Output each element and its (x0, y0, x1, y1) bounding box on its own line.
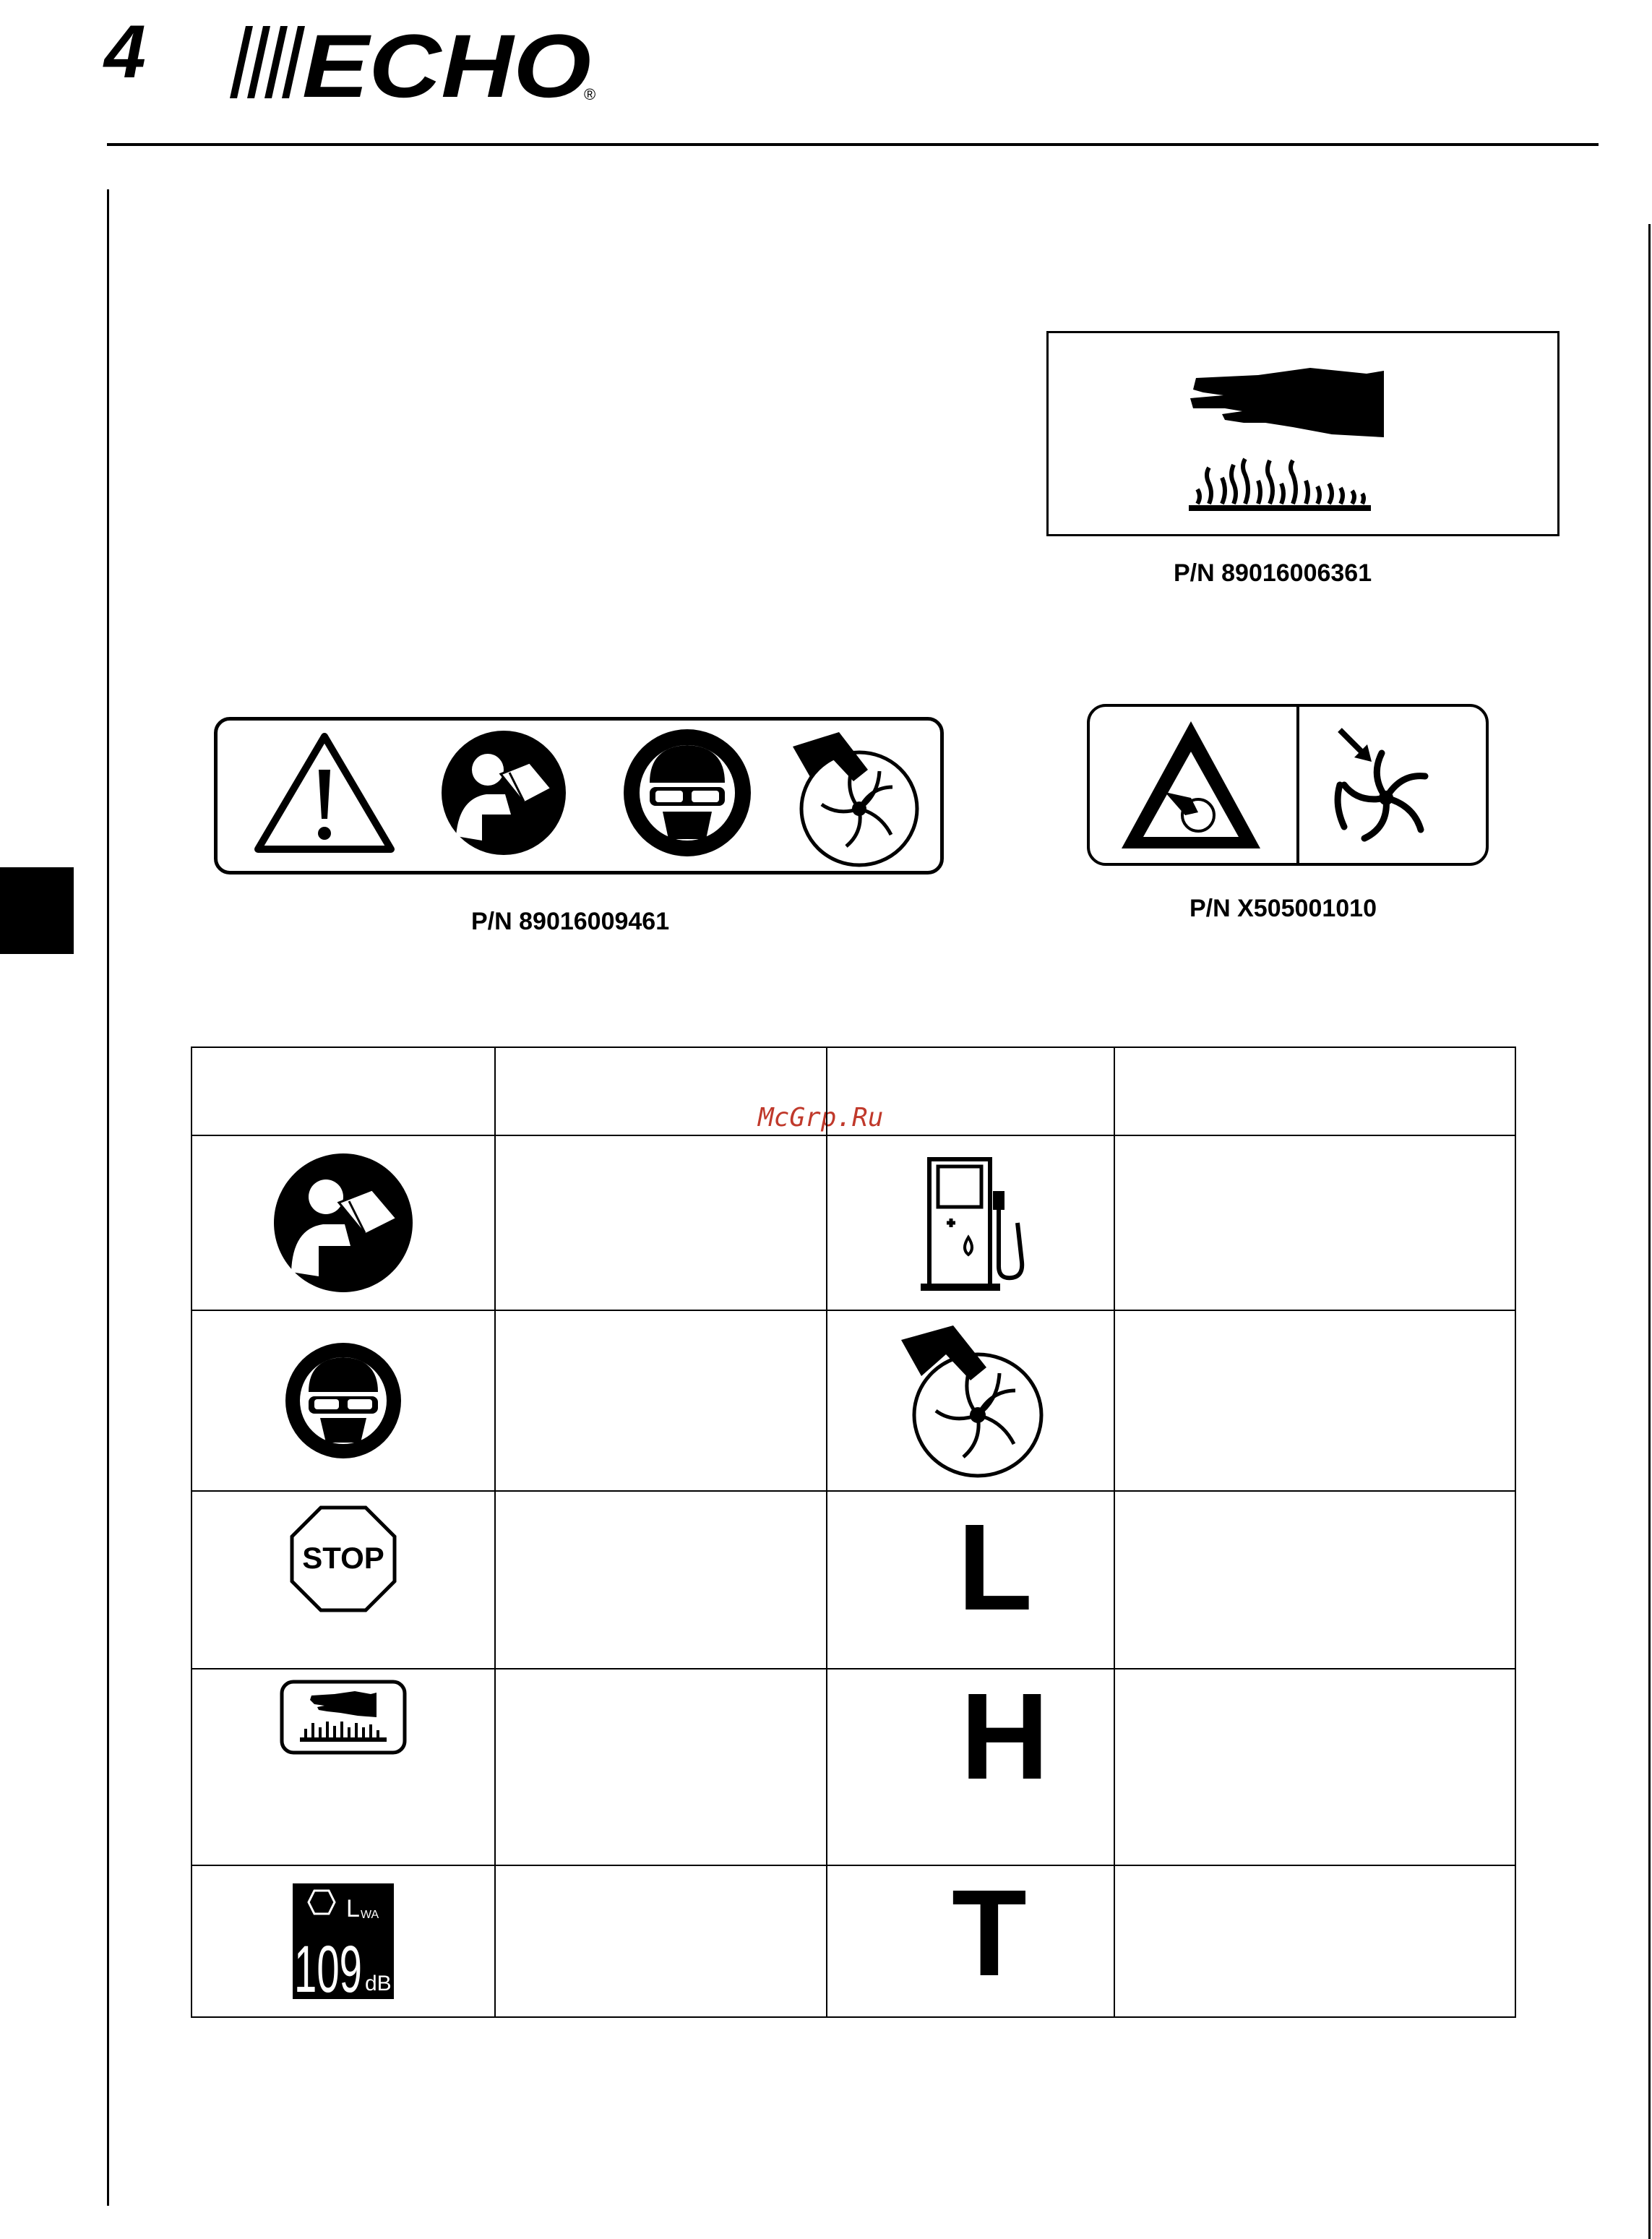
table-row (192, 1865, 1515, 2017)
head-protection-icon (624, 729, 751, 856)
brand-text: ECHO (302, 19, 591, 104)
registered-mark: ® (584, 85, 596, 103)
read-manual-icon (442, 731, 566, 855)
hot-surface-decal (1046, 331, 1559, 536)
stop-sign-icon (289, 1505, 397, 1613)
symbol-cell (827, 1669, 1114, 1865)
description-cell (1114, 1865, 1515, 2017)
fuel-pump-icon (909, 1151, 1032, 1295)
sound-power-subscript: WA (360, 1909, 379, 1921)
symbol-cell (192, 1865, 495, 2017)
symbols-table (191, 1047, 1516, 2018)
table-header-row (192, 1047, 1515, 1135)
header-cell (827, 1047, 1114, 1135)
description-cell (495, 1669, 827, 1865)
symbol-cell (827, 1865, 1114, 2017)
description-cell (495, 1135, 827, 1310)
header-rule (107, 143, 1599, 146)
description-cell (1114, 1135, 1515, 1310)
description-cell (1114, 1491, 1515, 1669)
hot-surface-icon (280, 1680, 407, 1755)
symbol-cell (192, 1669, 495, 1865)
table-row (192, 1491, 1515, 1669)
echo-logo (217, 19, 600, 104)
table-row (192, 1669, 1515, 1865)
description-cell (1114, 1310, 1515, 1491)
description-cell (495, 1491, 827, 1669)
part-number-warning-strip: P/N 89016009461 (471, 908, 670, 935)
impeller-hand-icon (895, 1321, 1046, 1480)
impeller-hand-icon (793, 732, 917, 865)
impeller-triangle-icon (1122, 721, 1260, 848)
hot-surface-hand-icon (1049, 333, 1557, 534)
table-row (192, 1310, 1515, 1491)
description-cell (495, 1310, 827, 1491)
watermark: McGrp.Ru (758, 1103, 884, 1133)
sound-power-value: 109 (293, 1933, 362, 1999)
sound-power-unit: dB (364, 1972, 392, 1995)
left-margin-rule (107, 189, 109, 2206)
symbol-cell (192, 1310, 495, 1491)
part-number-hot-surface: P/N 89016006361 (1174, 559, 1372, 587)
description-cell (1114, 1669, 1515, 1865)
symbol-cell (827, 1491, 1114, 1669)
part-number-impeller: P/N X505001010 (1189, 895, 1377, 922)
table-row (192, 1135, 1515, 1310)
header-cell (1114, 1047, 1515, 1135)
letter-l-icon: L (957, 1499, 1033, 1636)
description-cell (495, 1865, 827, 2017)
warning-strip-decal (214, 717, 944, 874)
letter-t-icon: T (951, 1865, 1027, 2002)
sound-power-icon (293, 1883, 394, 1999)
warning-triangle-icon (258, 736, 391, 849)
header-cell (192, 1047, 495, 1135)
section-tab (0, 867, 74, 954)
letter-h-icon: H (960, 1668, 1049, 1805)
read-manual-icon (271, 1151, 416, 1295)
rotating-impeller-icon (1338, 730, 1425, 838)
stop-label: STOP (302, 1541, 384, 1575)
symbol-cell (192, 1491, 495, 1669)
impeller-warning-decal (1087, 704, 1489, 866)
head-protection-icon (282, 1336, 405, 1466)
sound-power-symbol: L (345, 1895, 360, 1922)
page-number: 4 (104, 10, 146, 94)
symbol-cell (827, 1310, 1114, 1491)
right-margin-rule (1648, 224, 1651, 2239)
symbol-cell (192, 1135, 495, 1310)
header-cell (495, 1047, 827, 1135)
symbol-cell (827, 1135, 1114, 1310)
